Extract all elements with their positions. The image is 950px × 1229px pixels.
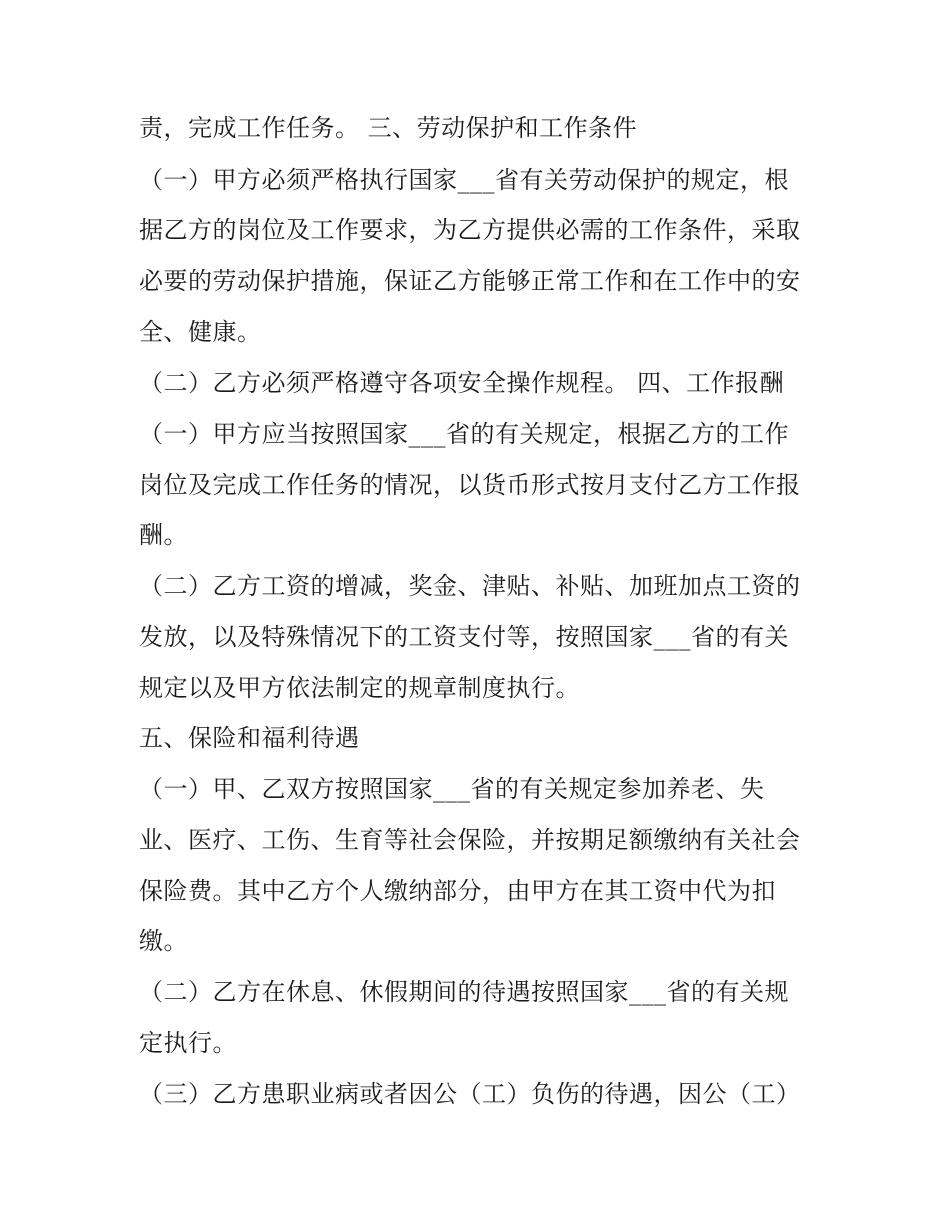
text-line: 缴。 <box>139 927 188 955</box>
text-line: 定执行。 <box>139 1029 237 1057</box>
text-line: （一）甲方应当按照国家___省的有关规定，根据乙方的工作 <box>139 420 789 448</box>
text-line: 据乙方的岗位及工作要求，为乙方提供必需的工作条件，采取 <box>139 216 801 244</box>
text-line: （二）乙方在休息、休假期间的待遇按照国家___省的有关规 <box>139 978 789 1006</box>
text-line: 五、保险和福利待遇 <box>139 724 360 752</box>
text-line: 责，完成工作任务。 三、劳动保护和工作条件 <box>139 114 638 142</box>
text-line: 全、健康。 <box>139 318 262 346</box>
text-line: 业、医疗、工伤、生育等社会保险，并按期足额缴纳有关社会 <box>139 826 801 854</box>
text-line: 岗位及完成工作任务的情况，以货币形式按月支付乙方工作报 <box>139 471 801 499</box>
text-line: 保险费。其中乙方个人缴纳部分，由甲方在其工资中代为扣 <box>139 877 776 905</box>
text-line: 发放，以及特殊情况下的工资支付等，按照国家___省的有关 <box>139 623 789 651</box>
text-line: 必要的劳动保护措施，保证乙方能够正常工作和在工作中的安 <box>139 267 801 295</box>
text-line: 规定以及甲方依法制定的规章制度执行。 <box>139 674 580 702</box>
text-line: （三）乙方患职业病或者因公（工）负伤的待遇，因公（工） <box>139 1080 801 1108</box>
text-line: （二）乙方必须严格遵守各项安全操作规程。 四、工作报酬 <box>139 369 785 397</box>
text-line: （一）甲方必须严格执行国家___省有关劳动保护的规定，根 <box>139 166 789 194</box>
text-line: 酬。 <box>139 521 188 549</box>
text-line: （二）乙方工资的增减，奖金、津贴、补贴、加班加点工资的 <box>139 572 801 600</box>
text-line: （一）甲、乙双方按照国家___省的有关规定参加养老、失 <box>139 775 765 803</box>
